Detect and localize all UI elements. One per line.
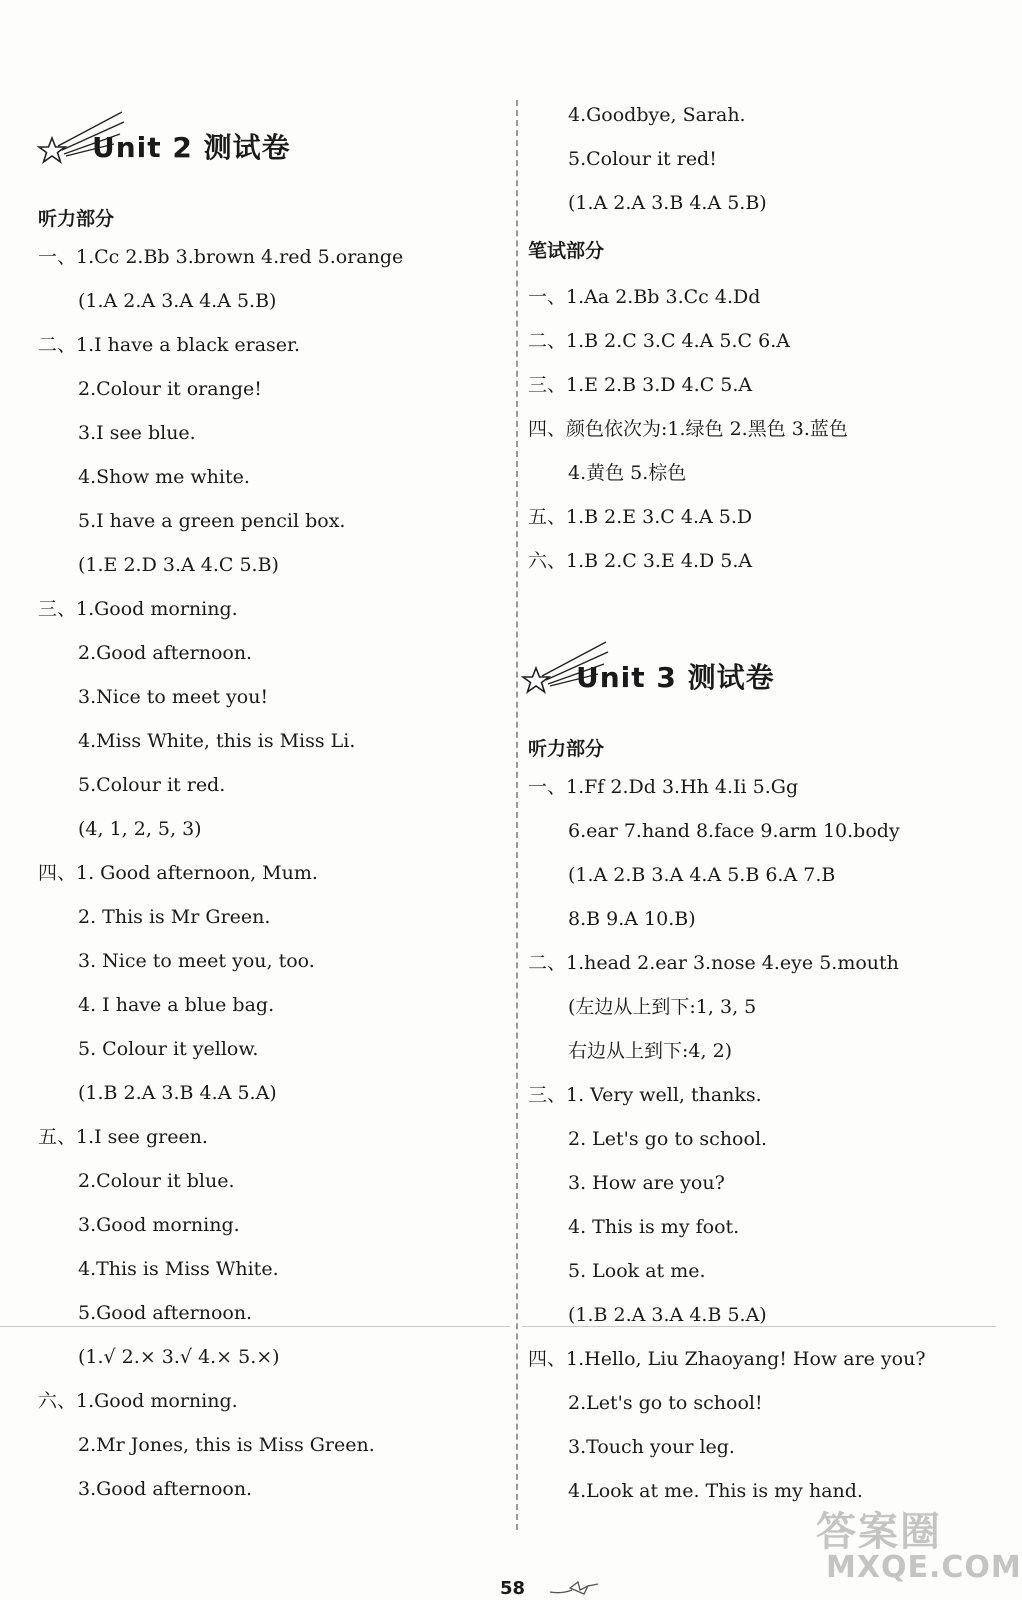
answer-line: 4.黄色 5.棕色	[568, 462, 687, 484]
unit3-title-text: Unit 3 测试卷	[576, 661, 775, 694]
answer-line: 三、1.Good morning.	[38, 598, 238, 620]
answer-line: 四、颜色依次为:1.绿色 2.黑色 3.蓝色	[528, 418, 848, 440]
answer-line: (1.√ 2.× 3.√ 4.× 5.×)	[78, 1346, 280, 1368]
answer-line: 一、1.Aa 2.Bb 3.Cc 4.Dd	[528, 286, 761, 308]
answer-line: (左边从上到下:1, 3, 5	[568, 996, 757, 1018]
answer-line: 3.Touch your leg.	[568, 1436, 735, 1458]
site-watermark	[808, 1500, 1022, 1598]
answer-line: 一、1.Cc 2.Bb 3.brown 4.red 5.orange	[38, 246, 404, 268]
answer-line: 5.I have a green pencil box.	[78, 510, 346, 532]
answer-line: 三、1.E 2.B 3.D 4.C 5.A	[528, 374, 753, 396]
answer-line: 4.This is Miss White.	[78, 1258, 279, 1280]
answer-line: (4, 1, 2, 5, 3)	[78, 818, 202, 840]
answer-line: 5.Colour it red.	[78, 774, 226, 796]
answer-line: 5. Colour it yellow.	[78, 1038, 259, 1060]
answer-line: 2.Good afternoon.	[78, 642, 253, 664]
answer-line: 6.ear 7.hand 8.face 9.arm 10.body	[568, 820, 900, 842]
answer-line: 4. This is my foot.	[568, 1216, 740, 1238]
unit2-title	[38, 108, 338, 168]
answer-line: 2.Colour it orange!	[78, 378, 262, 400]
listening-section-heading: 听力部分	[38, 208, 115, 230]
answer-line: 2.Mr Jones, this is Miss Green.	[78, 1434, 375, 1456]
answer-line: 4. I have a blue bag.	[78, 994, 275, 1016]
answer-line: 六、1.Good morning.	[38, 1390, 238, 1412]
answer-line: 2. Let's go to school.	[568, 1128, 768, 1150]
answer-line: (1.A 2.A 3.A 4.A 5.B)	[78, 290, 277, 312]
answer-line: 右边从上到下:4, 2)	[568, 1040, 733, 1062]
answer-line: 六、1.B 2.C 3.E 4.D 5.A	[528, 550, 753, 572]
answer-line: (1.E 2.D 3.A 4.C 5.B)	[78, 554, 279, 576]
scan-line	[522, 1326, 996, 1327]
answer-line: 3.I see blue.	[78, 422, 196, 444]
answer-line: 二、1.head 2.ear 3.nose 4.eye 5.mouth	[528, 952, 899, 974]
answer-line: 3.Good afternoon.	[78, 1478, 253, 1500]
answer-line: 四、1. Good afternoon, Mum.	[38, 862, 318, 884]
answer-line: 三、1. Very well, thanks.	[528, 1084, 762, 1106]
answer-line: 2.Colour it blue.	[78, 1170, 235, 1192]
column-divider	[516, 100, 518, 1530]
answer-line: 五、1.B 2.E 3.C 4.A 5.D	[528, 506, 753, 528]
answer-line: 3.Good morning.	[78, 1214, 240, 1236]
listening-section-heading: 听力部分	[528, 738, 605, 760]
answer-line: 二、1.B 2.C 3.C 4.A 5.C 6.A	[528, 330, 790, 352]
answer-line: 8.B 9.A 10.B)	[568, 908, 696, 930]
answer-line: 二、1.I have a black eraser.	[38, 334, 301, 356]
answer-line: 一、1.Ff 2.Dd 3.Hh 4.Ii 5.Gg	[528, 776, 799, 798]
answer-line: 2.Let's go to school!	[568, 1392, 763, 1414]
answer-line: 2. This is Mr Green.	[78, 906, 271, 928]
unit2-title-text: Unit 2 测试卷	[92, 131, 291, 164]
written-section-heading: 笔试部分	[528, 240, 605, 262]
answer-line: 5.Good afternoon.	[78, 1302, 253, 1324]
answer-line: 4.Show me white.	[78, 466, 250, 488]
answer-line: (1.B 2.A 3.A 4.B 5.A)	[568, 1304, 767, 1326]
answer-line: (1.B 2.A 3.B 4.A 5.A)	[78, 1082, 277, 1104]
answer-line: 5.Colour it red!	[568, 148, 717, 170]
answer-line: 3.Nice to meet you!	[78, 686, 269, 708]
answer-line: (1.A 2.B 3.A 4.A 5.B 6.A 7.B	[568, 864, 836, 886]
scan-line	[0, 1326, 510, 1327]
answer-line: 4.Look at me. This is my hand.	[568, 1480, 863, 1502]
answer-line: (1.A 2.A 3.B 4.A 5.B)	[568, 192, 767, 214]
answer-line: 3. Nice to meet you, too.	[78, 950, 315, 972]
answer-line: 3. How are you?	[568, 1172, 725, 1194]
watermark-url-text: MXQE.COM	[826, 1550, 1022, 1585]
page-number: 58	[500, 1578, 526, 1599]
answer-line: 4.Goodbye, Sarah.	[568, 104, 746, 126]
watermark-logo-text: 答案圈	[816, 1509, 942, 1555]
answer-line: 五、1.I see green.	[38, 1126, 208, 1148]
answer-line: 5. Look at me.	[568, 1260, 706, 1282]
answer-line: 4.Miss White, this is Miss Li.	[78, 730, 356, 752]
unit3-title	[522, 638, 822, 698]
answer-line: 四、1.Hello, Liu Zhaoyang! How are you?	[528, 1348, 926, 1370]
page-ornament-icon	[548, 1578, 600, 1598]
